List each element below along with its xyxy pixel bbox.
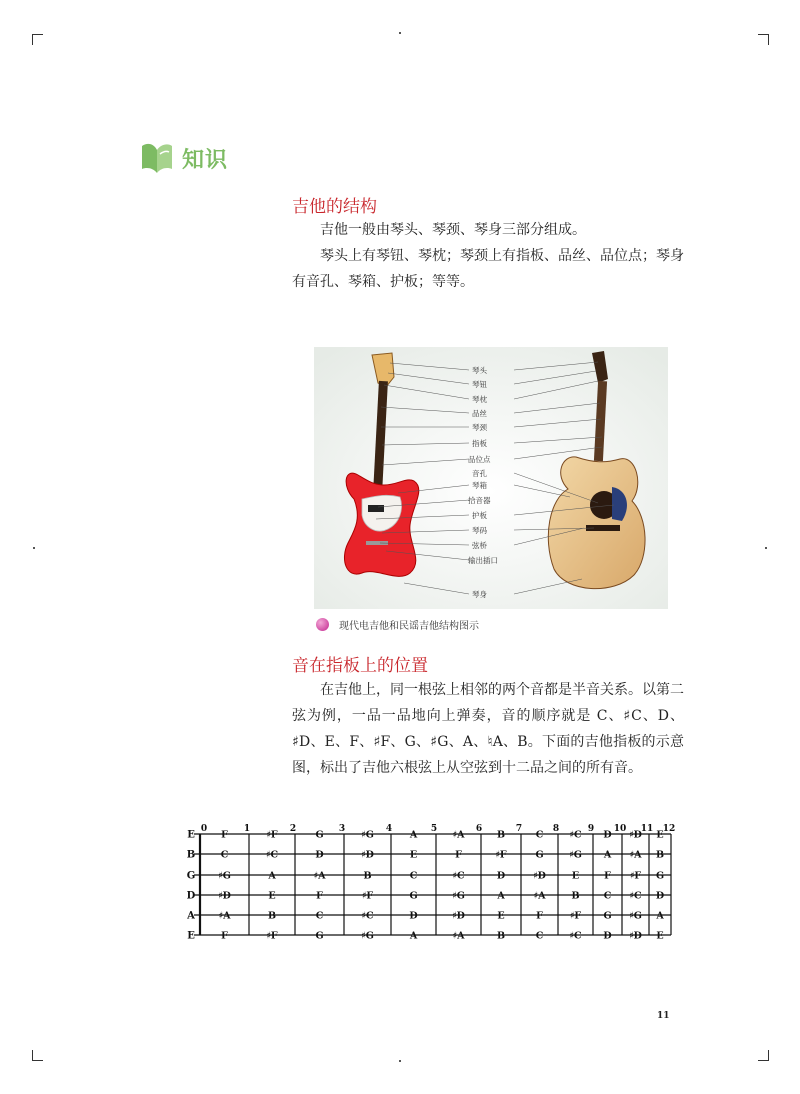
note-label: C (409, 870, 418, 882)
note-label: ♯A (452, 930, 465, 942)
note-label: ♯C (361, 910, 374, 922)
note-label: A (603, 849, 612, 861)
note-label: C (220, 849, 229, 861)
open-book-leaf-icon (138, 140, 176, 176)
label-neck: 琴颈 (472, 423, 487, 432)
note-label: G (315, 930, 324, 942)
crop-mark-bottom-left (32, 1050, 43, 1061)
string-name-label: G (186, 870, 196, 882)
note-label: G (655, 870, 665, 882)
note-label: ♯D (452, 910, 465, 922)
register-mark-bottom (399, 1060, 401, 1062)
note-label: ♯F (495, 849, 507, 861)
note-label: B (655, 849, 665, 861)
fret-number-label: 8 (552, 824, 560, 834)
section-tag-label: 知识 (182, 147, 229, 173)
note-label: ♯G (629, 910, 642, 922)
note-label: ♯G (361, 829, 374, 841)
label-output-jack: 输出插口 (468, 556, 498, 565)
register-mark-left (33, 547, 35, 549)
note-label: E (497, 910, 505, 922)
note-label: A (409, 930, 418, 942)
note-label: F (536, 910, 543, 922)
note-label: ♯C (569, 930, 582, 942)
section-title-note-positions: 音在指板上的位置 (292, 656, 428, 676)
note-label: F (455, 849, 462, 861)
register-mark-right (765, 547, 767, 549)
note-label: D (315, 849, 324, 861)
note-label: C (603, 890, 612, 902)
guitar-structure-figure (314, 347, 668, 609)
note-label: F (221, 930, 228, 942)
note-label: ♯C (265, 849, 279, 861)
fret-number-label: 1 (243, 824, 251, 834)
string-name-label: B (186, 849, 196, 861)
note-label: C (535, 930, 544, 942)
note-label: E (656, 930, 664, 942)
label-tuning-peg: 琴钮 (472, 380, 487, 389)
note-label: C (535, 829, 544, 841)
label-position-marker: 品位点 (468, 455, 491, 464)
crop-mark-bottom-right (758, 1050, 769, 1061)
note-label: ♯G (361, 930, 374, 942)
note-label: B (267, 910, 277, 922)
note-label: F (316, 890, 323, 902)
fret-number-label: 5 (430, 824, 438, 834)
note-label: ♯D (629, 930, 642, 942)
string-name-label: D (186, 890, 196, 902)
note-label: F (221, 829, 228, 841)
note-label: D (603, 829, 612, 841)
note-label: A (497, 890, 505, 902)
note-label: B (496, 829, 506, 841)
note-label: ♯A (218, 910, 231, 922)
note-label: ♯F (361, 890, 374, 902)
label-pickup: 拾音器 (468, 496, 491, 505)
note-label: ♯D (361, 849, 374, 861)
note-label: D (655, 890, 665, 902)
note-label: ♯G (218, 870, 231, 882)
note-label: ♯F (569, 910, 582, 922)
guitar-illustration (314, 347, 668, 609)
fretboard-diagram (180, 820, 690, 945)
fret-number-label: 9 (587, 824, 595, 834)
note-label: E (571, 870, 580, 882)
fret-number-label: 10 (613, 824, 627, 834)
note-label: G (409, 890, 418, 902)
bullet-ball-icon (316, 618, 329, 631)
note-label: ♯A (313, 870, 326, 882)
note-label: E (268, 890, 276, 902)
label-sound-hole: 音孔 (472, 469, 487, 478)
note-label: ♯A (629, 849, 642, 861)
fret-number-label: 0 (200, 824, 208, 834)
note-label: ♯F (266, 930, 278, 942)
label-bridge: 弦桥 (472, 541, 487, 550)
fret-number-label: 4 (385, 824, 393, 834)
note-label: A (656, 910, 664, 922)
note-label: ♯A (533, 890, 546, 902)
label-saddle: 琴码 (472, 526, 487, 535)
section-body-note-positions (292, 677, 684, 781)
fret-number-label: 12 (662, 824, 676, 834)
label-body-box: 琴箱 (472, 481, 487, 490)
label-headstock: 琴头 (472, 366, 487, 375)
note-label: B (363, 870, 372, 882)
page-number: 11 (657, 1011, 670, 1021)
note-label: ♯D (629, 829, 642, 841)
string-name-label: A (187, 910, 195, 922)
note-label: D (496, 870, 506, 882)
label-pickguard: 护板 (472, 511, 487, 520)
note-label: D (603, 930, 612, 942)
note-label: B (571, 890, 580, 902)
note-label: ♯D (218, 890, 231, 902)
section-tag (138, 140, 228, 176)
fret-number-label: 11 (640, 824, 654, 834)
note-label: ♯C (629, 890, 642, 902)
section-title-guitar-structure: 吉他的结构 (292, 197, 377, 217)
note-label: G (315, 829, 324, 841)
register-mark-top (399, 32, 401, 34)
string-name-label: E (187, 930, 195, 942)
note-label: A (268, 870, 276, 882)
note-label: G (535, 849, 544, 861)
note-label: F (604, 870, 611, 882)
fret-number-label: 2 (289, 824, 297, 834)
note-label: ♯A (452, 829, 465, 841)
note-label: ♯G (452, 890, 465, 902)
note-label: A (409, 829, 418, 841)
note-label: C (315, 910, 324, 922)
note-label: G (603, 910, 612, 922)
crop-mark-top-left (32, 34, 43, 45)
section-body-guitar-structure (292, 217, 684, 295)
note-label: E (409, 849, 418, 861)
note-label: ♯D (533, 870, 546, 882)
label-body: 琴身 (472, 590, 487, 599)
note-label: ♯C (569, 829, 582, 841)
figure-caption-text: 现代电吉他和民谣吉他结构图示 (339, 621, 479, 632)
paragraph: 在吉他上，同一根弦上相邻的两个音都是半音关系。以第二弦为例，一品一品地向上弹奏，音的顺序就是 C、♯C、D、♯D、E、F、♯F、G、♯G、A、♮A、B。下面的吉他指板的示意图，标出了吉他六根弦上从空弦到十二品之间的所有音。 (292, 682, 684, 776)
label-nut: 琴枕 (472, 395, 487, 404)
paragraph: 琴头上有琴钮、琴枕；琴颈上有指板、品丝、品位点；琴身有音孔、琴箱、护板；等等。 (292, 248, 684, 290)
figure-caption (316, 617, 479, 632)
fret-number-label: 6 (475, 824, 483, 834)
note-label: ♯F (629, 870, 642, 882)
note-label: D (409, 910, 418, 922)
note-label: E (656, 829, 664, 841)
label-fingerboard: 指板 (472, 439, 487, 448)
note-label: ♯C (452, 870, 465, 882)
string-name-label: E (187, 829, 195, 841)
fret-number-label: 7 (515, 824, 523, 834)
paragraph: 吉他一般由琴头、琴颈、琴身三部分组成。 (320, 222, 586, 238)
note-label: ♯F (266, 829, 278, 841)
fret-number-label: 3 (338, 824, 346, 834)
crop-mark-top-right (758, 34, 769, 45)
note-label: ♯G (569, 849, 582, 861)
label-fret-wire: 品丝 (472, 409, 487, 418)
note-label: B (496, 930, 506, 942)
